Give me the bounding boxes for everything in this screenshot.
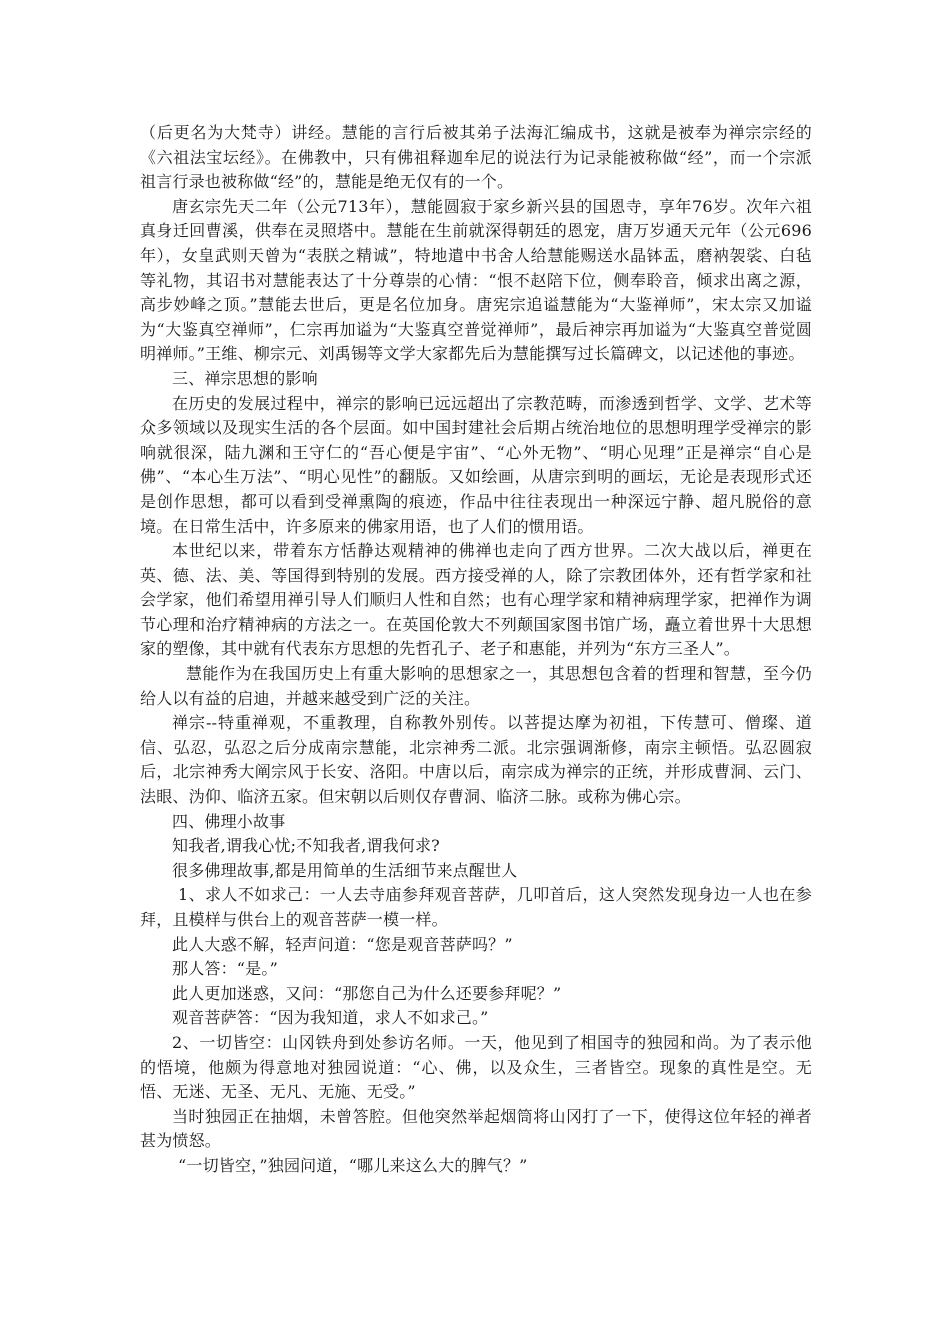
paragraph-huineng-death: 唐玄宗先天二年（公元713年），慧能圆寂于家乡新兴县的国恩寺，享年76岁。次年六祖真身迁回曹溪，供奉在灵照塔中。慧能在生前就深得朝廷的恩宠，唐万岁通天元年（公元696年），女皇武则天曾为“表朕之精诚”，特地遣中书舍人给慧能赐送水晶钵盂，磨衲袈裟、白毡等礼物，其诏书对慧能表达了十分尊崇的心情：“恨不赵陪下位，侧奉聆音，倾求出离之源，高步妙峰之顶。”慧能去世后，更是名位加身。唐宪宗追谥慧能为“大鉴禅师”，宋太宗又加谥为“大鉴真空禅师”，仁宗再加谥为“大鉴真空普觉禅师”，最后神宗再加谥为“大鉴真空普觉圆明禅师。”王维、柳宗元、刘禹锡等文学大家都先后为慧能撰写过长篇碑文，以记述他的事迹。 [140,196,812,364]
paragraph-story-1: 1、求人不如求己：一人去寺庙参拜观音菩萨，几叩首后，这人突然发现身边一人也在参拜，且模样与供台上的观音菩萨一模一样。 [140,885,812,929]
paragraph-dialogue-1: 此人大惑不解，轻声问道：“您是观音菩萨吗？” [172,934,513,954]
paragraph-story-2-end: “一切皆空，”独园问道，“哪儿来这么大的脾气？” [178,1155,528,1175]
paragraph-quote: 知我者,谓我心忧;不知我者,谓我何求? [172,836,440,856]
paragraph-story-2: 2、一切皆空：山冈铁舟到处参访名师。一天，他见到了相国寺的独园和尚。为了表示他的悟境，他颇为得意地对独园说道：“心、佛，以及众生，三者皆空。现象的真性是空。无悟、无迷、无圣、无凡、无施、无受。” [140,1032,812,1102]
paragraph-dialogue-4: 观音菩萨答：“因为我知道，求人不如求己。” [172,1008,489,1028]
paragraph-influence: 在历史的发展过程中，禅宗的影响已远远超出了宗教范畴，而渗透到哲学、文学、艺术等众多领域以及现实生活的各个层面。如中国封建社会后期占统治地位的思想明理学受禅宗的影响就很深，陆九渊和王守仁的“吾心便是宇宙”、“心外无物”、“明心见理”正是禅宗“自心是佛”、“本心生万法”、“明心见性”的翻版。又如绘画，从唐宗到明的画坛，无论是表现形式还是创作思想，都可以看到受禅熏陶的痕迹，作品中往往表现出一种深远宁静、超凡脱俗的意境。在日常生活中，许多原来的佛家用语，也了人们的惯用语。 [140,393,812,536]
paragraph-thinker: 慧能作为在我国历史上有重大影响的思想家之一，其思想包含着的哲理和智慧，至今仍给人以有益的启迪，并越来越受到广泛的关注。 [140,664,812,708]
paragraph-west: 本世纪以来，带着东方恬静达观精神的佛禅也走向了西方世界。二次大战以后，禅更在英、德、法、美、等国得到特别的发展。西方接受禅的人，除了宗教团体外，还有哲学家和社会学家，他们希望用禅引导人们顺归人性和自然；也有心理学家和精神病理学家，把禅作为调节心理和治疗精神病的方法之一。在英国伦敦大不列颠国家图书馆广场，矗立着世界十大思想家的塑像，其中就有代表东方思想的先哲孔子、老子和惠能，并列为“东方三圣人”。 [140,541,812,659]
document-body [140,121,812,1179]
paragraph-dialogue-2: 那人答：“是。” [172,959,278,979]
paragraph-chan-definition: 禅宗--特重禅观，不重教理，自称教外别传。以菩提达摩为初祖，下传慧可、僧璨、道信、弘忍，弘忍之后分成南宗慧能，北宗神秀二派。北宗强调渐修，南宗主顿悟。弘忍圆寂后，北宗神秀大阐宗风于长安、洛阳。中唐以后，南宗成为禅宗的正统，并形成曹洞、云门、法眼、沩仰、临济五家。但宋朝以后则仅存曹洞、临济二脉。或称为佛心宗。 [140,713,812,807]
section-heading-3: 三、禅宗思想的影响 [172,368,318,388]
paragraph-intro: （后更名为大梵寺）讲经。慧能的言行后被其弟子法海汇编成书，这就是被奉为禅宗宗经的《六祖法宝坛经》。在佛教中，只有佛祖释迦牟尼的说法行为记录能被称做“经”，而一个宗派祖言行录也被称做“经”的，慧能是绝无仅有的一个。 [140,123,812,192]
paragraph-story-2-cont: 当时独园正在抽烟，未曾答腔。但他突然举起烟筒将山冈打了一下，使得这位年轻的禅者甚为愤怒。 [140,1106,812,1151]
section-heading-4: 四、佛理小故事 [172,811,286,831]
paragraph-dialogue-3: 此人更加迷惑，又问：“那您自己为什么还要参拜呢？” [172,983,562,1003]
paragraph-stories-intro: 很多佛理故事,都是用简单的生活细节来点醒世人 [172,860,518,880]
